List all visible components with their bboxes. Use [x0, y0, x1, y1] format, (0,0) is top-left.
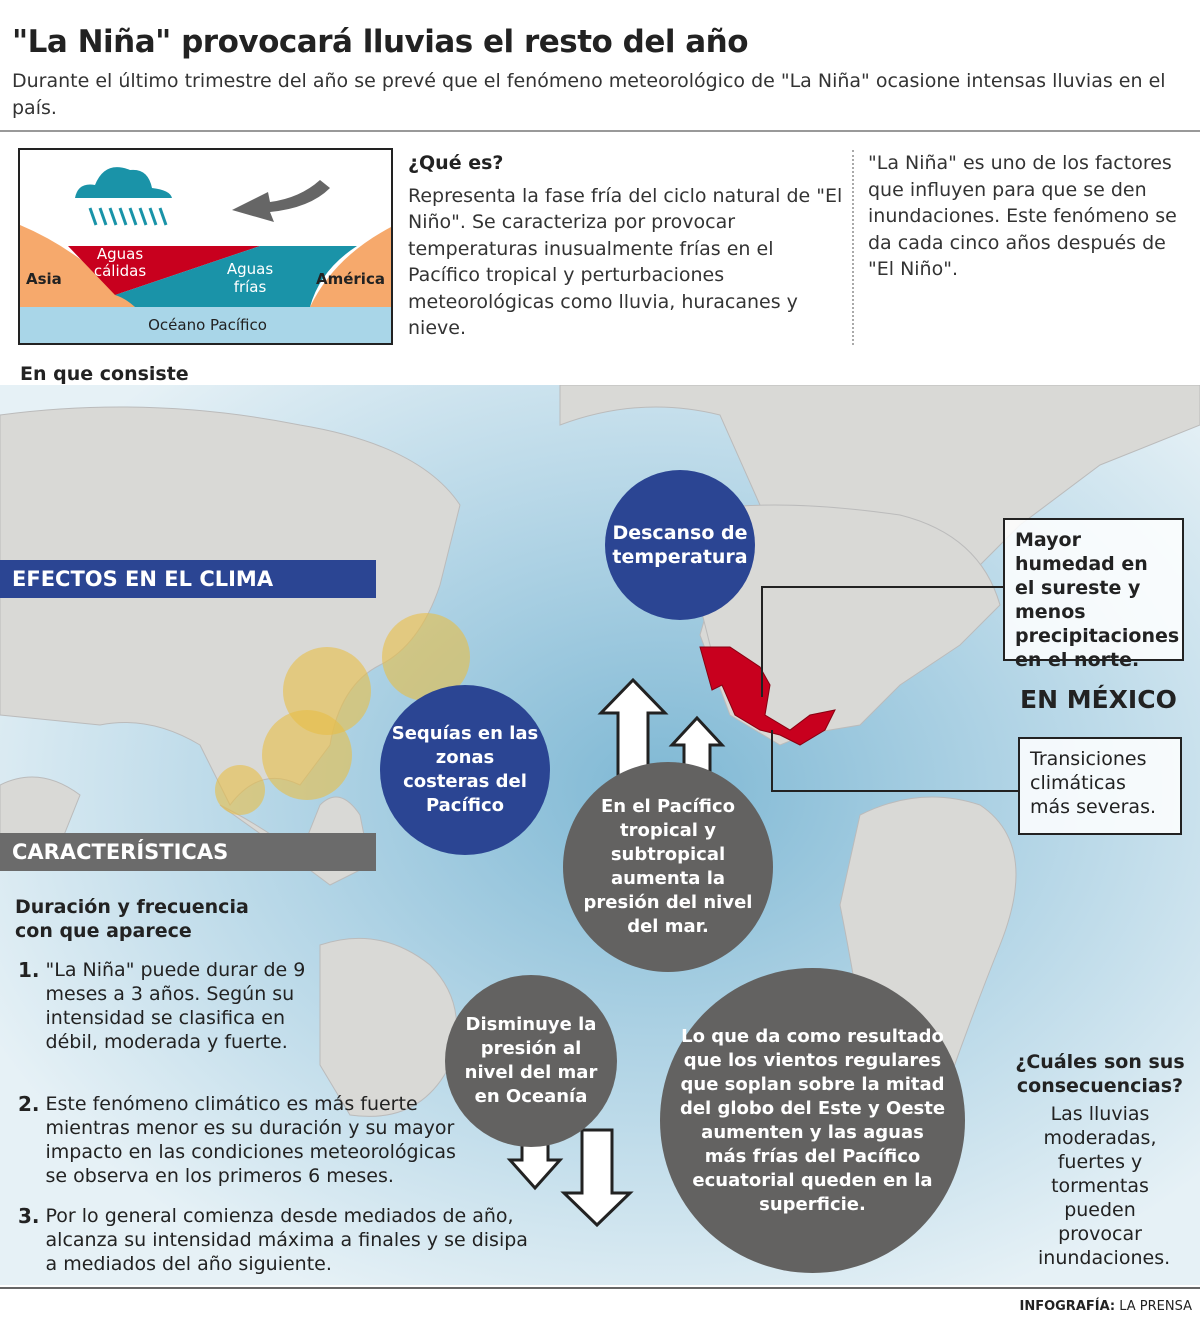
credit-label: INFOGRAFÍA:	[1019, 1299, 1116, 1314]
footer-divider	[0, 1287, 1200, 1289]
down-arrow-icon	[564, 1130, 630, 1225]
label-warm-waters: Aguas cálidas	[93, 245, 147, 280]
drought-text: Sequías en las zonas costeras del Pacífico	[391, 723, 539, 816]
page-title: "La Niña" provocará lluvias el resto del año	[12, 24, 749, 60]
characteristics-banner: CARACTERÍSTICAS	[0, 833, 376, 871]
duration-heading: Duración y frecuencia con que aparece	[15, 896, 249, 942]
result-circle	[660, 968, 965, 1273]
consequences-text: Las lluvias moderadas, fuertes y tormentas pueden provocar inundaciones.	[1038, 1103, 1171, 1269]
divider	[0, 130, 1200, 132]
consequences-section	[1010, 1050, 1190, 1270]
list-item	[18, 1092, 538, 1188]
label-america: América	[316, 270, 385, 288]
pacific-pressure-text: En el Pacífico tropical y subtropical aumenta la presión del nivel del mar.	[583, 796, 753, 937]
item-number: 3.	[18, 1204, 40, 1228]
oceania-pressure-text: Disminuye la presión al nivel del mar en Oceanía	[464, 1014, 598, 1107]
list-item	[18, 1204, 538, 1276]
credit-source: LA PRENSA	[1119, 1299, 1192, 1314]
page-subtitle: Durante el último trimestre del año se prevé que el fenómeno meteorológico de "La Niña" ocasione intensas lluvias en el país.	[12, 70, 1166, 119]
connector-line	[762, 587, 1003, 697]
temperature-drop-text: Descanso de temperatura	[612, 522, 748, 568]
wind-arrow-icon	[232, 180, 330, 222]
credit	[1019, 1299, 1192, 1314]
consequences-heading: ¿Cuáles son sus consecuencias?	[1015, 1051, 1185, 1097]
item-text: Este fenómeno climático es más fuerte mientras menor es su duración y su mayor impacto en las condiciones meteorológicas se observa en los primeros 6 meses.	[45, 1093, 456, 1187]
item-text: Por lo general comienza desde mediados de año, alcanza su intensidad máxima a finales y se disipa a mediados del año siguiente.	[45, 1205, 528, 1275]
list-item	[18, 958, 538, 1054]
effects-banner: EFECTOS EN EL CLIMA	[0, 560, 376, 598]
label-cold-waters: Aguas frías	[226, 260, 274, 296]
rain-cloud-icon	[75, 167, 172, 225]
mexico-heading: EN MÉXICO	[1020, 685, 1177, 714]
result-text: Lo que da como resultado que los vientos regulares que soplan sobre la mitad del globo del Este y Oeste aumenten y las aguas más frías del Pacífico ecuatorial queden en la superficie.	[679, 1025, 946, 1215]
transitions-box: Transiciones climáticas más severas.	[1018, 737, 1182, 835]
la-nina-diagram	[18, 148, 393, 345]
quote-text: "La Niña" es uno de los factores que influyen para que se den inundaciones. Este fenómeno se da cada cinco años después de "El Niño".	[868, 152, 1177, 280]
label-ocean: Océano Pacífico	[148, 316, 267, 334]
item-number: 2.	[18, 1092, 40, 1116]
what-is-section	[408, 150, 848, 342]
item-number: 1.	[18, 958, 40, 982]
label-asia: Asia	[26, 270, 62, 288]
dotted-divider	[852, 150, 854, 345]
item-text: "La Niña" puede durar de 9 meses a 3 años. Según su intensidad se clasifica en débil, moderada y fuerte.	[45, 959, 306, 1053]
mexico-shape	[700, 647, 835, 745]
pacific-pressure-circle	[563, 762, 773, 972]
section-label: En que consiste	[20, 363, 189, 385]
humidity-box: Mayor humedad en el sureste y menos precipitaciones en el norte.	[1003, 518, 1184, 661]
what-is-heading: ¿Qué es?	[408, 152, 504, 174]
what-is-text: Representa la fase fría del ciclo natural de "El Niño". Se caracteriza por provocar temperaturas inusualmente frías en el Pacífico tropical y perturbaciones meteorológicas como lluvia, huracanes y nieve.	[408, 184, 843, 339]
